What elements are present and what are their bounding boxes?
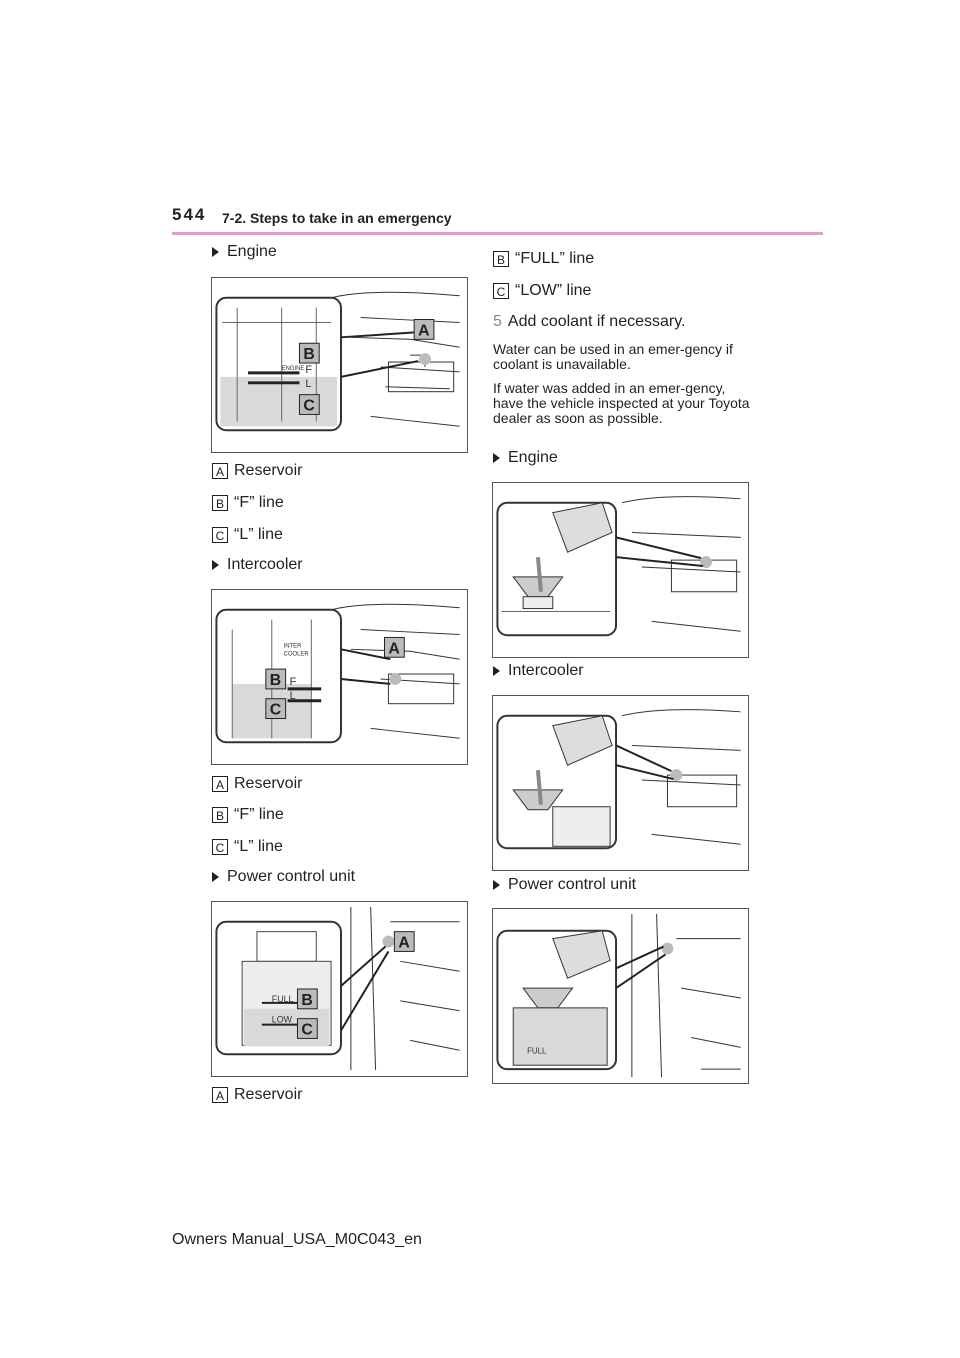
item-key-box: B [493,251,509,267]
footer-manual-id: Owners Manual_USA_M0C043_en [172,1231,422,1248]
right-pcu-heading [493,876,636,894]
engine-add-coolant-figure [492,482,749,658]
item-key-box: A [212,1087,228,1103]
item-key-box: A [212,776,228,792]
full-mark: FULL [271,993,294,1004]
item-label: Reservoir [234,775,303,792]
item-label: Reservoir [234,462,303,479]
engine-reservoir-figure [211,277,468,453]
engine-item-a [212,462,302,480]
intercooler-reservoir-illustration [212,590,467,764]
engine-item-b [212,494,284,512]
triangle-bullet-icon [212,247,219,257]
intercooler-item-c [212,838,283,856]
triangle-bullet-icon [212,872,219,882]
intercooler-heading-text: Intercooler [227,556,303,573]
engine-heading [212,243,277,261]
item-key-box: C [212,527,228,543]
engine-heading-text: Engine [227,243,277,260]
intercooler-add-coolant-figure [492,695,749,871]
page-number: 544 [172,205,207,224]
callout-a: A [418,322,430,340]
engine-item-c [212,526,283,544]
intercooler-item-b [212,806,284,824]
f-mark: F [289,675,297,688]
l-mark: L [305,377,312,390]
low-mark: LOW [271,1014,292,1025]
item-key-box: B [212,807,228,823]
callout-b: B [301,991,313,1009]
triangle-bullet-icon [493,453,500,463]
intercooler-add-coolant-illustration [493,696,748,870]
right-intercooler-heading-text: Intercooler [508,662,584,679]
item-label: “L” line [234,526,283,543]
intercooler-item-a [212,775,302,793]
pcu-item-c [493,282,591,300]
engine-label: ENGINE [281,365,305,372]
pcu-reservoir-figure [211,901,468,1077]
pcu-heading-text: Power control unit [227,868,356,885]
right-intercooler-heading [493,662,584,680]
pcu-item-a [212,1086,302,1104]
inter-label: INTER [283,643,302,650]
callout-b: B [269,671,282,689]
pcu-add-coolant-illustration [493,909,748,1083]
section-title: 7-2. Steps to take in an emergency [222,210,452,226]
header-rule [172,232,823,235]
item-label: Reservoir [234,1086,303,1103]
engine-add-coolant-illustration [493,483,748,657]
right-engine-heading [493,449,558,467]
callout-a: A [388,640,400,658]
right-engine-heading-text: Engine [508,449,558,466]
intercooler-heading [212,556,303,574]
step-text: Add coolant if necessary. [507,313,686,330]
step-5 [493,313,685,331]
callout-b: B [303,346,315,364]
triangle-bullet-icon [493,880,500,890]
pcu-add-coolant-figure [492,908,749,1084]
note-inspection: If water was added in an emer-gency, have the vehicle inspected at your Toyota dealer as soon as possible. [493,380,750,426]
item-key-box: C [212,839,228,855]
item-key-box: B [212,495,228,511]
item-key-box: C [493,283,509,299]
pcu-reservoir-illustration [212,902,467,1076]
intercooler-reservoir-figure [211,589,468,765]
item-key-box: A [212,463,228,479]
callout-c: C [303,397,315,415]
item-label: “F” line [234,806,284,823]
step-number: 5 [493,313,502,330]
l-mark: L [289,689,296,702]
callout-c: C [269,701,282,719]
callout-a: A [398,934,410,952]
full-mark: FULL [527,1046,547,1056]
right-pcu-heading-text: Power control unit [508,876,637,893]
item-label: “LOW” line [515,282,592,299]
callout-c: C [301,1021,313,1039]
note-water: Water can be used in an emer-gency if coolant is unavailable. [493,341,733,372]
item-label: “F” line [234,494,284,511]
item-label: “L” line [234,838,283,855]
engine-reservoir-illustration [212,278,467,452]
cooler-label: COOLER [283,651,309,658]
item-label: “FULL” line [515,250,595,267]
f-mark: F [305,363,313,376]
pcu-item-b [493,250,594,268]
triangle-bullet-icon [493,666,500,676]
triangle-bullet-icon [212,560,219,570]
pcu-heading [212,868,355,886]
